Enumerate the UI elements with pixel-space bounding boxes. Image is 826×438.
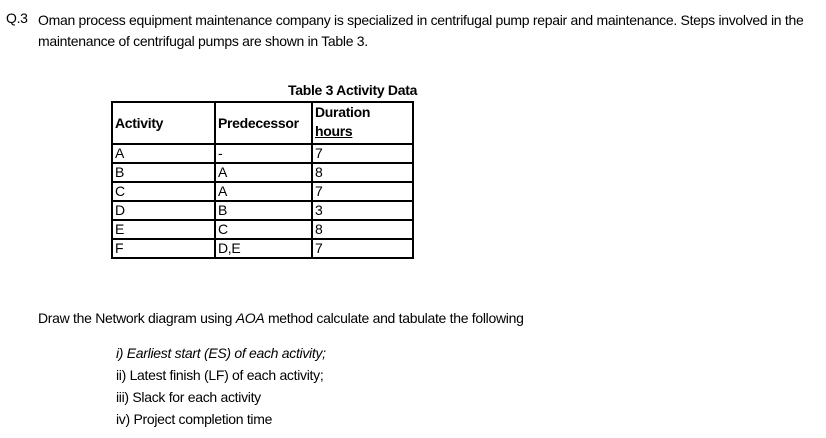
instruction-text [38,310,524,326]
table-row [112,239,413,258]
task-item: iv) Project completion time [116,411,273,427]
cell-activity: F [112,239,215,258]
header-predecessor: Predecessor [215,102,312,144]
cell-predecessor: - [215,144,312,163]
table-row [112,220,413,239]
instruction-before: Draw the Network diagram using [38,310,236,326]
header-duration [312,102,413,144]
cell-duration: 7 [312,144,413,163]
task-list [116,342,326,430]
cell-activity: E [112,220,215,239]
table-row [112,163,413,182]
table-header-row [112,102,413,144]
task-item: i) Earliest start (ES) of each activity; [116,345,326,361]
cell-predecessor: C [215,220,312,239]
cell-duration: 8 [312,163,413,182]
cell-duration: 8 [312,220,413,239]
task-item: iii) Slack for each activity [116,389,261,405]
cell-activity: A [112,144,215,163]
table-row [112,182,413,201]
cell-predecessor: B [215,201,312,220]
instruction-after: method calculate and tabulate the following [264,310,524,326]
table-row [112,201,413,220]
header-duration-label: Duration [315,104,371,120]
table-row [112,144,413,163]
header-duration-units: hours [315,123,353,139]
cell-duration: 7 [312,239,413,258]
cell-activity: D [112,201,215,220]
instruction-method: AOA [235,310,265,326]
cell-predecessor: A [215,182,312,201]
table-caption: Table 3 Activity Data [288,82,418,98]
question-text: Oman process equipment maintenance company is specialized in centrifugal pump repair and maintenance. Steps involved in the maintenance of centrifugal pumps are shown in Table 3. [38,12,804,49]
cell-activity: C [112,182,215,201]
header-activity: Activity [112,102,215,144]
cell-duration: 3 [312,201,413,220]
cell-predecessor: A [215,163,312,182]
cell-predecessor: D,E [215,239,312,258]
activity-data-table [111,101,414,259]
task-item: ii) Latest finish (LF) of each activity; [116,367,324,383]
question-number: Q.3 [6,10,28,26]
cell-activity: B [112,163,215,182]
cell-duration: 7 [312,182,413,201]
